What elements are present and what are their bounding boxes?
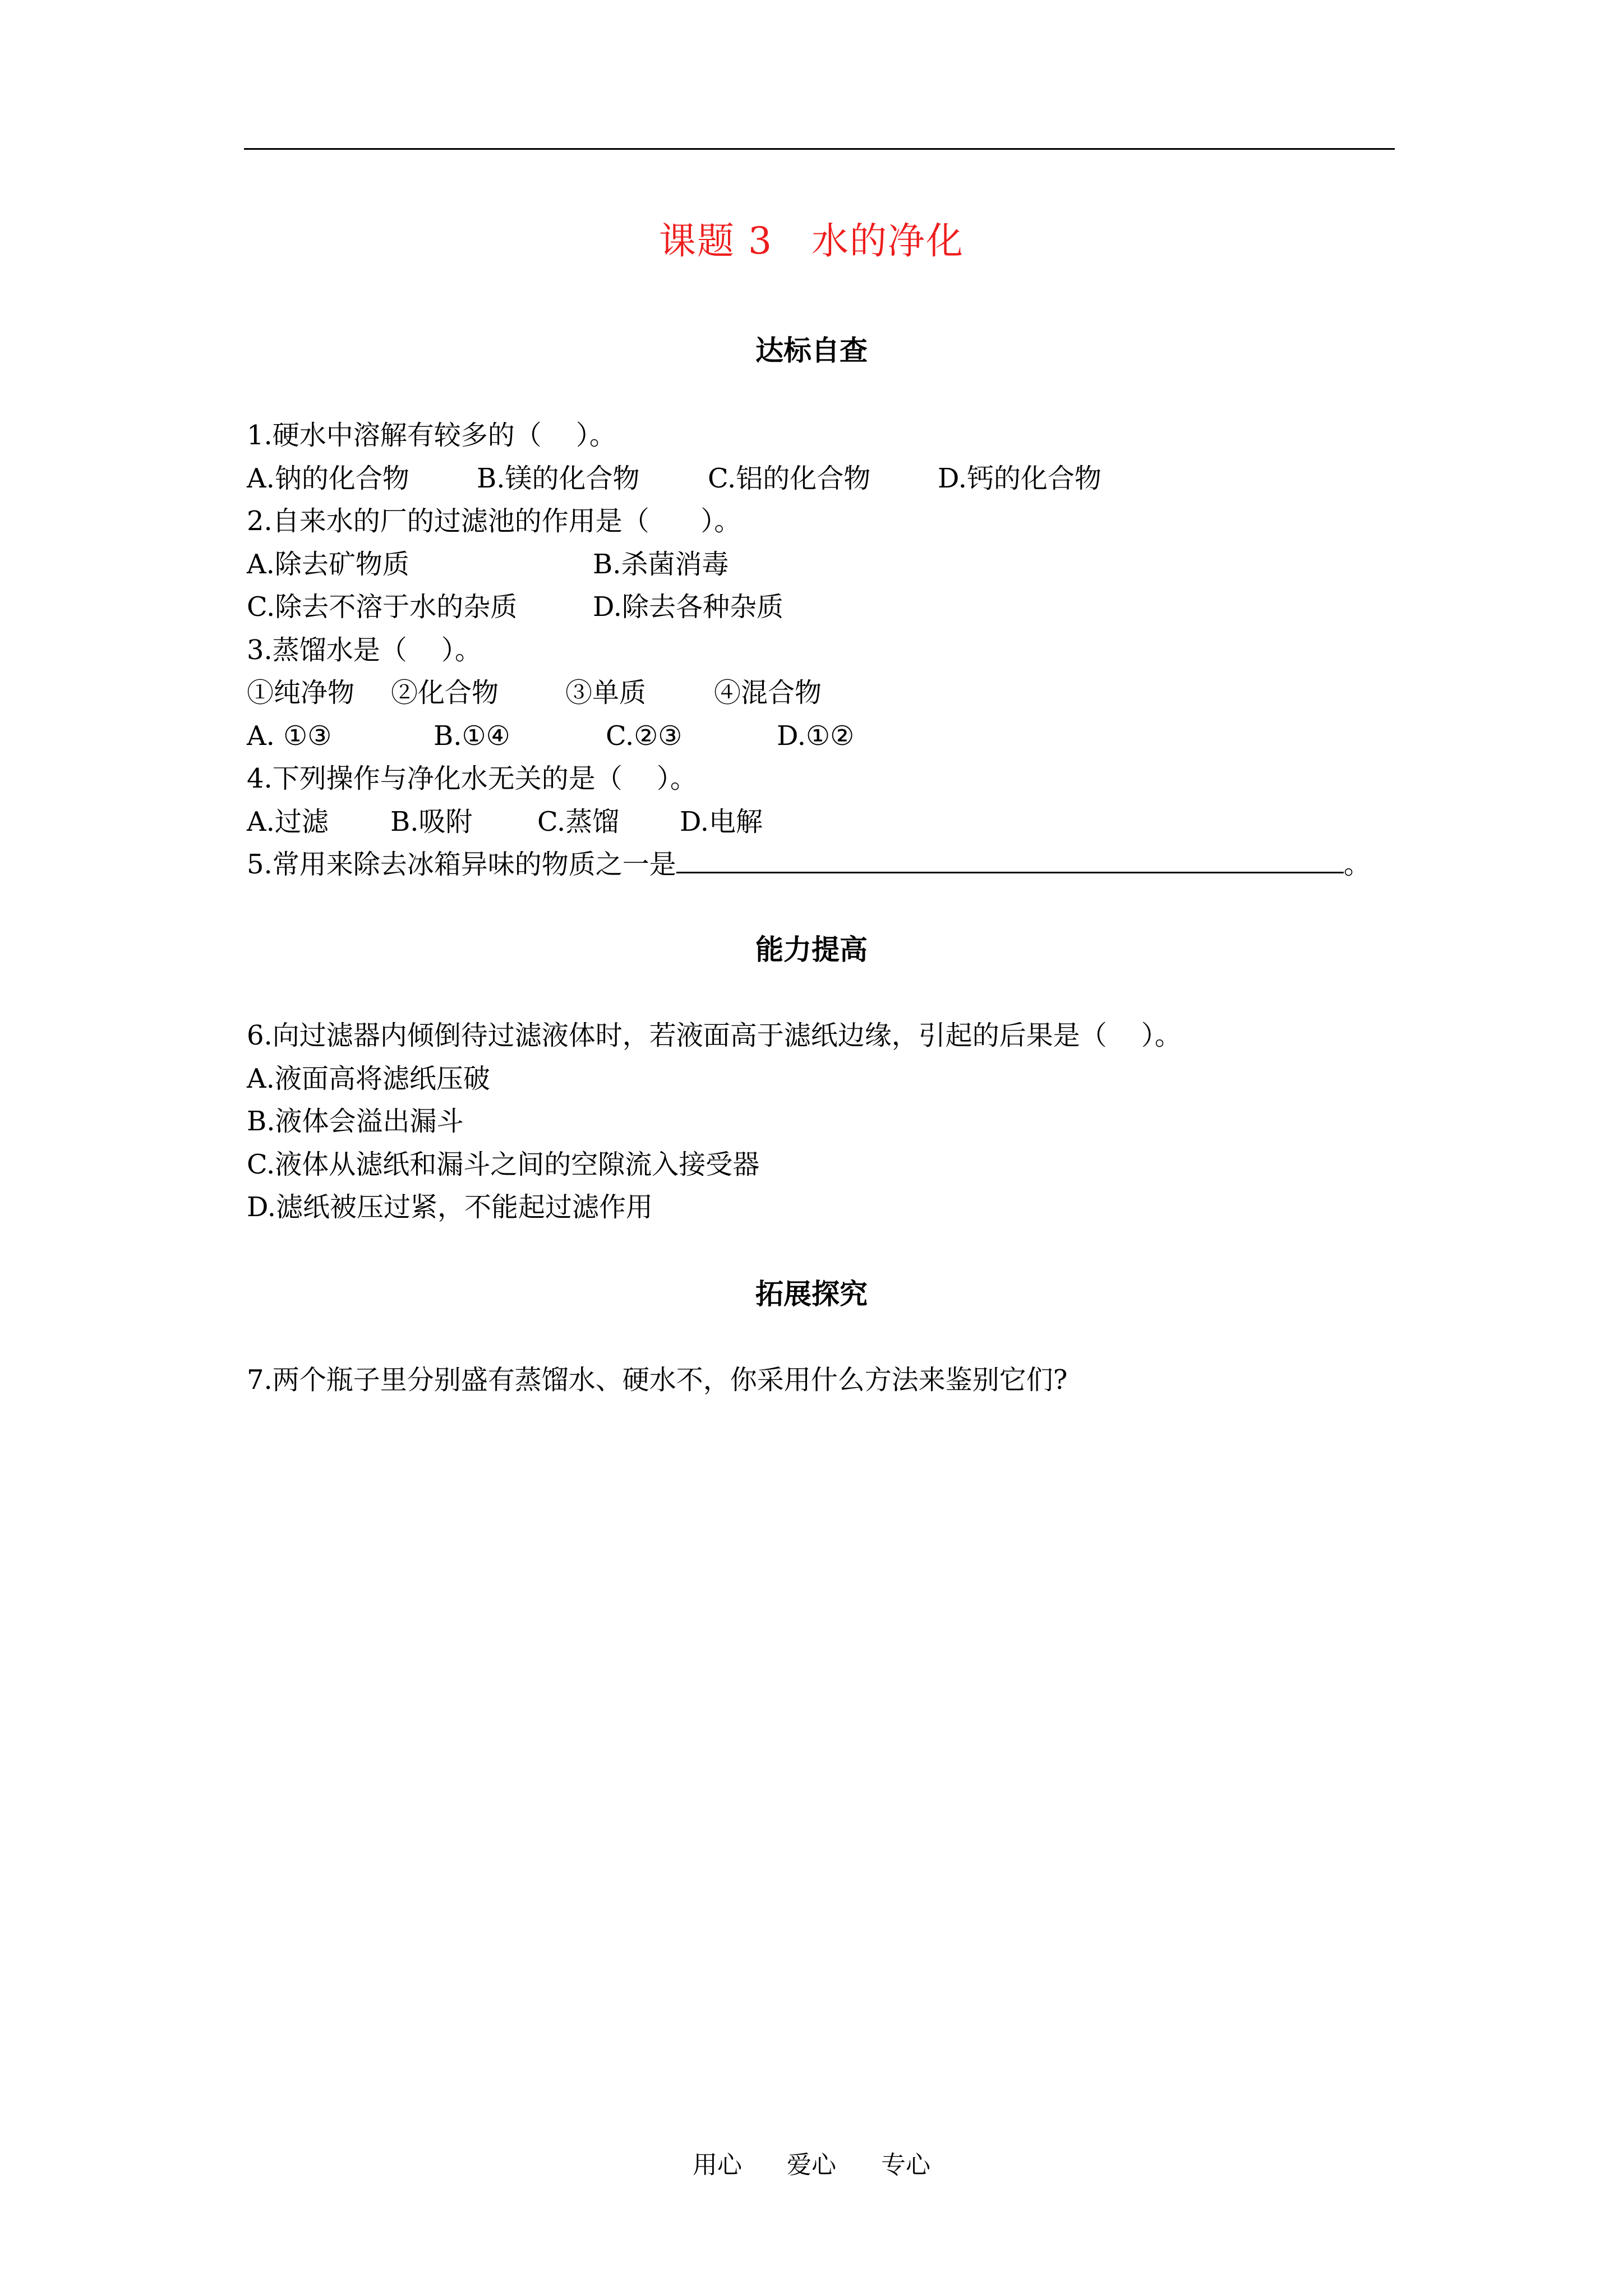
footer-word-1: 用心 xyxy=(693,2151,742,2179)
question-4-option-a: A.过滤 xyxy=(247,806,329,838)
question-2-option-c: C.除去不溶于水的杂质 xyxy=(247,591,518,623)
page-title: 课题 3 水的净化 xyxy=(659,219,964,263)
section-heading-self-check: 达标自查 xyxy=(755,334,868,367)
question-2-option-a: A.除去矿物质 xyxy=(247,548,409,580)
section-extension-questions xyxy=(247,1359,1402,1402)
section-heading-ability: 能力提高 xyxy=(755,933,868,966)
question-5-stem: 5.常用来除去冰箱异味的物质之一是 xyxy=(247,849,676,880)
question-2-options-row-2 xyxy=(247,586,1402,629)
footer-word-2: 爱心 xyxy=(787,2151,836,2179)
section-heading-extension: 拓展探究 xyxy=(755,1277,868,1310)
question-3-option-c: C.②③ xyxy=(606,720,683,752)
question-4-options xyxy=(247,800,1402,844)
question-3-item-2: ②化合物 xyxy=(391,677,499,708)
question-1-option-a: A.钠的化合物 xyxy=(247,462,409,494)
question-3-stem: 3.蒸馏水是（ ）。 xyxy=(247,634,482,666)
question-5-line xyxy=(247,843,1402,886)
page-footer xyxy=(0,2148,1623,2182)
question-4-option-b: B.吸附 xyxy=(390,806,473,838)
question-5-answer-blank[interactable] xyxy=(676,845,1344,873)
question-3-item-4: ④混合物 xyxy=(714,677,822,708)
question-2-options-row-1 xyxy=(247,543,1402,586)
question-4-option-c: C.蒸馏 xyxy=(537,806,620,838)
question-5-end: 。 xyxy=(1343,849,1371,880)
question-3-item-3: ③单质 xyxy=(565,677,647,708)
question-3-item-1: ①纯净物 xyxy=(247,677,355,708)
question-7-stem: 7.两个瓶子里分别盛有蒸馏水、硬水不，你采用什么方法来鉴别它们? xyxy=(247,1364,1068,1396)
question-2-option-b: B.杀菌消毒 xyxy=(593,548,729,580)
question-2-stem: 2.自来水的厂的过滤池的作用是（ ）。 xyxy=(247,505,741,537)
question-1-option-d: D.钙的化合物 xyxy=(938,462,1102,494)
question-3-option-b: B.①④ xyxy=(434,720,510,752)
header-rule xyxy=(244,148,1395,150)
question-3-options xyxy=(247,715,1402,758)
question-2-option-d: D.除去各种杂质 xyxy=(593,591,784,623)
question-3-option-d: D.①② xyxy=(777,720,855,752)
question-1-option-c: C.铝的化合物 xyxy=(708,462,871,494)
question-1-option-b: B.镁的化合物 xyxy=(477,462,640,494)
question-6-option-d: D.滤纸被压过紧，不能起过滤作用 xyxy=(247,1191,653,1223)
section-ability-questions xyxy=(247,1014,1402,1229)
question-4-stem: 4.下列操作与净化水无关的是（ ）。 xyxy=(247,763,697,794)
question-3-items xyxy=(247,671,1402,715)
question-1-options xyxy=(247,457,1402,500)
question-4-option-d: D.电解 xyxy=(680,806,763,838)
question-6-option-b: B.液体会溢出漏斗 xyxy=(247,1106,464,1137)
question-6-option-c: C.液体从滤纸和漏斗之间的空隙流入接受器 xyxy=(247,1148,760,1180)
question-6-stem: 6.向过滤器内倾倒待过滤液体时，若液面高于滤纸边缘，引起的后果是（ ）。 xyxy=(247,1020,1182,1051)
question-6-option-a: A.液面高将滤纸压破 xyxy=(247,1062,490,1094)
section-self-check-questions xyxy=(247,414,1402,886)
footer-word-3: 专心 xyxy=(881,2151,930,2179)
question-1-stem: 1.硬水中溶解有较多的（ ）。 xyxy=(247,420,616,451)
question-3-option-a: A. ①③ xyxy=(247,720,332,752)
